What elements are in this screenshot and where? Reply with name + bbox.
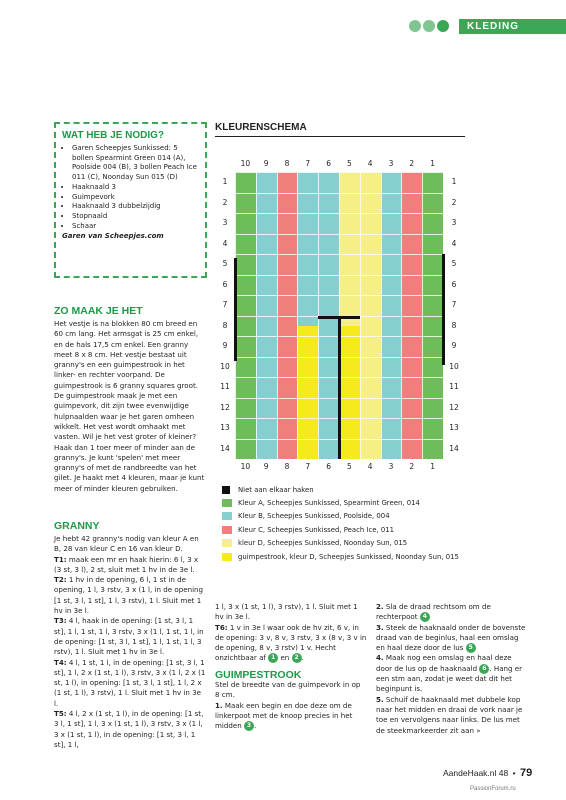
t4-label: T4: [54,657,67,667]
granny-intro: Je hebt 42 granny's nodig van kleur A en B, 28 van kleur C en 16 van kleur D. [54,534,199,554]
row-number: 14 [220,443,230,453]
guimpe-step-2 [376,602,526,623]
materials-item: • Guimpevork [72,193,201,203]
row-number: 5 [451,259,457,268]
t5-label: T5: [54,709,67,719]
legend-label: kleur D, Scheepjes Sunkissed, Noonday Sun, 015 [238,539,408,548]
guimpe-step-1 [215,701,367,732]
row-number: 2 [451,197,457,207]
guimpe-title: GUIMPESTROOK [215,668,302,681]
legend-label: guimpestrook, kleur D, Scheepjes Sunkissed, Noonday Sun, 015 [238,552,459,561]
column-number: 3 [388,159,394,168]
column-number: 3 [388,462,394,471]
materials-title: WAT HEB JE NODIG? [62,130,165,141]
how-title: ZO MAAK JE HET [54,305,143,317]
step-badge-2: 2 [292,653,302,663]
column-number: 10 [240,462,251,471]
row-number: 1 [451,177,457,186]
legend-swatch [222,512,232,520]
column-number: 2 [409,159,415,168]
column-number: 2 [409,462,415,471]
legend-item [222,509,482,523]
legend-label: Kleur A, Scheepjes Sunkissed, Spearmint Green, 014 [238,498,420,507]
row-number: 4 [222,238,228,248]
guimpe-step-5 [376,695,526,736]
granny-section [54,520,206,750]
column-number: 4 [367,159,373,168]
granny-body [54,534,206,750]
step1-end: . [254,721,257,731]
step4-text: Maak nog een omslag en haal deze door de lus op de haaknaald [376,653,512,673]
legend-item [222,496,482,510]
column-3 [376,602,526,736]
row-number: 7 [451,300,457,309]
row-number: 10 [220,361,230,371]
step-badge-6: 6 [479,664,489,674]
how-body: Het vestje is na blokken 80 cm breed en 60 cm lang. Het armsgat is 25 cm enkel, en de hals 17,5 cm enkel. Een granny meet 8 x 8 cm. Het vestje bestaat uit granny's en een guimpestrook in het linker- en rechter voorpand. De guimpestrook is 6 granny squares groot. De guimpestrook maak je met een guimpevork, dit zijn twee evenwijdige hulpnaalden waar je het garen omheen wikkelt. Het vest wordt omhaakt met vasten. Wil je het vest groter of kleiner? Haak dan 1 toer meer of minder aan de granny's. Je kunt 'spelen' met meer granny's of met de randbreedte van het gilet. Je haakt met 4 kleuren, maar je kunt meer of minder kleuren gebruiken. [54,319,205,493]
legend-swatch [222,486,230,494]
grid-line [297,172,298,459]
grid-line [401,172,402,459]
t1-label: T1: [54,554,67,564]
schema-title: KLEURENSCHEMA [215,122,307,133]
legend-label: Kleur B, Scheepjes Sunkissed, Poolside, 004 [238,512,390,521]
t6-text: 1 v in 3e l waar ook de hv zit, 6 v, in de opening: 3 v, 8 v, 3 rstv, 3 x (8 v, 3 v in de opening, 8 v, 3 rstv) 1 v. Hecht onzichtbaar af [215,622,367,663]
legend-item [222,523,482,537]
step5-text: Schuif de haaknaald met dubbele kop naar het midden en draai de vork naar je toe en vervolgens naar links. De lus met de steekmarkeerder zit aan » [376,694,523,735]
legend-item [222,536,482,550]
t5-text: 4 l, 2 x (1 st, 1 l), in de opening: [1 st, 3 l, 1 st], 1 l, 3 x (1 st, 1 l), 3 rstv, 3 x (1 l, 3 x (1 st, 1 l), in de opening: [1 st, 3 l, 1 st], 1 l, [54,709,204,749]
row-number: 9 [222,341,228,350]
row-number: 11 [449,382,459,391]
legend-item [222,550,482,564]
step3-text: Steek de haaknaald onder de bovenste draad van de beginlus, haal een omslag en haal deze door de lus [376,622,526,653]
step-badge-4: 4 [420,612,430,622]
legend-label: Niet aan elkaar haken [238,486,314,495]
row-number: 6 [451,279,457,289]
section-header: KLEDING [459,19,566,34]
step4-num: 4. [376,653,384,663]
t6-label: T6: [215,622,228,632]
t3-text: 4 l, haak in de opening: [1 st, 3 l, 1 st], 1 l, 1 st, 1 l, 3 rstv, 3 x (1 l, 1 st, 1 l, in de opening: [1 st, 3 l, 1 st], 1 l, 1 st, 1 l, 3 rstv), 1 l. Sluit met 1 hv in 3e l. [54,616,204,657]
schema-legend [222,485,482,563]
materials-item: • Garen Scheepjes Sunkissed: 5 bollen Spearmint Green 014 (A), Poolside 004 (B), 3 bollen Peach Ice 011 (C), Noonday Sun 015 (D) [72,144,201,183]
no-join-line-vertical [338,316,341,460]
row-number: 8 [451,320,457,330]
t6-mid: en [278,653,292,663]
guimpe-step-4 [376,653,526,694]
no-join-line-left [234,258,237,361]
row-number: 6 [222,279,228,289]
materials-item: • Schaar [72,222,201,232]
row-number: 13 [449,423,459,432]
column-number: 6 [326,462,331,471]
grid-line [381,172,382,459]
guimpe-intro: Stel de breedte van de guimpevork in op 8 cm. [215,680,361,700]
grid-line [277,172,278,459]
column-number: 8 [284,159,290,168]
t3-label: T3: [54,616,67,626]
column-number: 5 [347,159,352,168]
legend-swatch [222,553,232,561]
guimpe-step-3 [376,623,526,654]
row-number: 12 [449,402,459,412]
row-number: 1 [222,177,228,186]
column-number: 1 [430,159,435,168]
legend-item [222,485,482,496]
step-badge-3: 3 [244,721,254,731]
row-number: 4 [451,238,457,248]
step3-num: 3. [376,622,384,632]
column-number: 7 [305,462,311,471]
row-number: 5 [222,259,228,268]
row-number: 8 [222,320,228,330]
footer-site [443,767,532,779]
footer-bullet: • [512,768,516,778]
legend-swatch [222,539,232,547]
column-number: 5 [347,462,352,471]
footer-site-text: AandeHaak.nl 48 [443,768,509,778]
row-number: 3 [451,218,457,227]
column-2 [215,602,367,732]
column-number: 9 [263,462,269,471]
column-number: 7 [305,159,311,168]
t1-text: maak een mr en haak hierin: 6 l, 3 x (3 st, 3 l), 2 st, sluit met 1 hv in de 3e l. [54,554,199,574]
legend-label: Kleur C, Scheepjes Sunkissed, Peach Ice, 011 [238,525,395,534]
legend-swatch [222,499,232,507]
page-number: 79 [519,767,533,779]
t4-text: 4 l, 1 st, 1 l, in de opening: [1 st, 3 l, 1 st], 1 l, 2 x (1 st, 1 l), 3 rstv, 3 x (1 l, 2 x (1 st, 1 l), in opening: [1 st, 3 l, 1 st], 1 l, 2 x (1 st, 1 l), 3 rstv), 1 l. Sluit met 1 hv in 3e l. [54,657,206,708]
materials-footer: Garen van Scheepjes.com [62,232,164,241]
row-number: 11 [220,382,230,391]
step2-num: 2. [376,602,384,611]
column-number: 10 [240,159,251,168]
column-number: 9 [263,159,269,168]
row-number: 13 [220,423,230,432]
row-number: 12 [220,402,230,412]
t2-label: T2: [54,575,67,585]
materials-item: • Haaknaald 3 dubbelzijdig [72,202,201,212]
step1-num: 1. [215,700,223,710]
watermark: PassionForum.ru [470,786,516,792]
row-number: 2 [222,197,228,207]
t2-text: 1 hv in de opening, 6 l, 1 st in de opening, 1 l, 3 rstv, 3 x (1 l, in de opening [1 st, 3 l, 1 st], 1 l, 3 rstv), 1 l. Sluit met 1 hv in 3e l. [54,575,204,616]
t5-cont: 1 l, 3 x (1 st, 1 l), 3 rstv), 1 l. Sluit met 1 hv in 3e l. [215,602,358,622]
row-number: 7 [222,300,228,309]
column-number: 4 [367,462,373,471]
granny-title: GRANNY [54,520,100,532]
step4-end: . Hang er een stm aan, zodat je weet dat dit het beginpunt is. [376,663,523,694]
step1-text: Maak een begin en doe deze om de linkerpoot met de knoop precies in het midden [215,700,353,731]
step5-num: 5. [376,694,384,704]
step-badge-1: 1 [268,653,278,663]
materials-item: • Stopnaald [72,212,201,222]
row-number: 14 [449,443,459,453]
row-number: 9 [451,341,457,350]
t6-end: . [301,653,304,663]
column-number: 6 [326,159,331,168]
grid-line [360,172,361,459]
grid-line [256,172,257,459]
legend-swatch [222,526,232,534]
materials-item: • Haaknaald 3 [72,183,201,193]
step2-text: Sla de draad rechtsom om de rechterpoot [376,602,491,622]
column-number: 8 [284,462,290,471]
row-number: 10 [449,361,459,371]
no-join-line-right [442,254,445,365]
step-badge-5: 5 [466,643,476,653]
grid-line [235,459,443,460]
column-number: 1 [430,462,435,471]
grid-line [422,172,423,459]
row-number: 3 [222,218,228,227]
